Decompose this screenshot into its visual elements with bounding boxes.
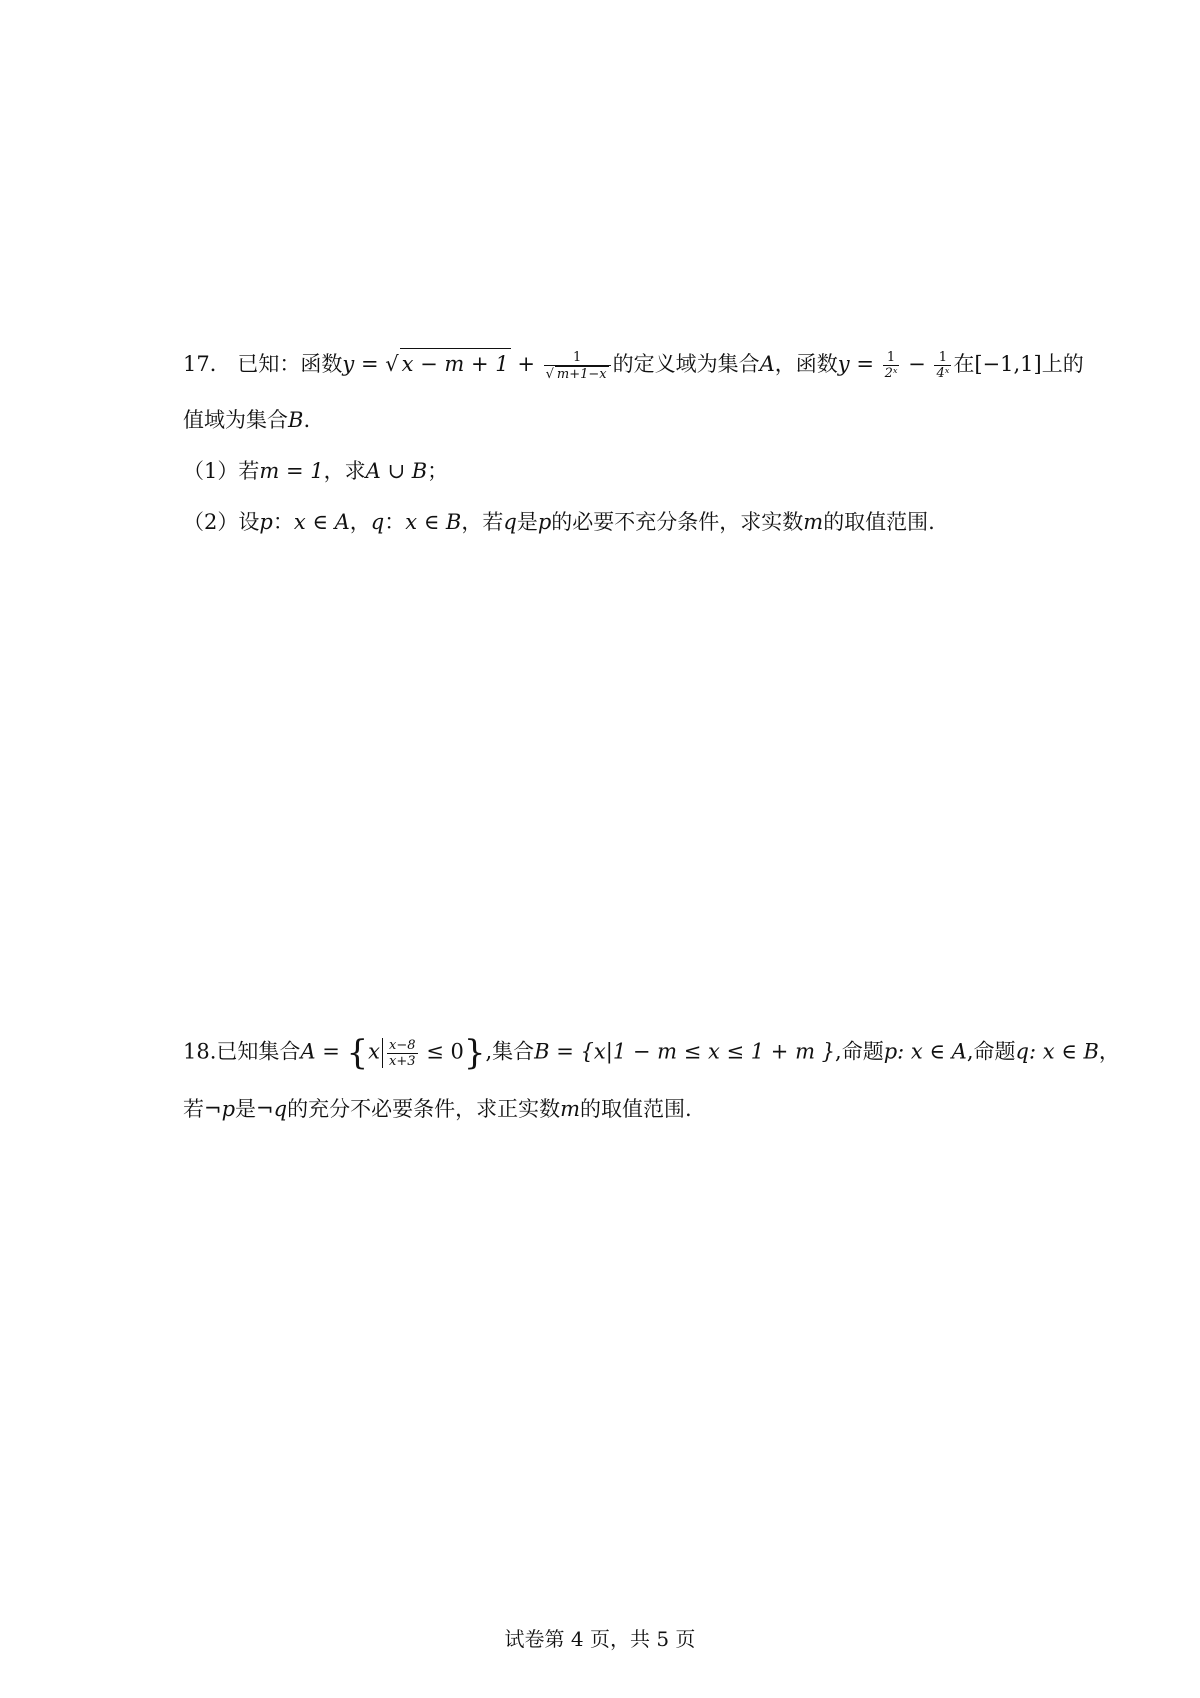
q17-line2-end: . [303, 408, 311, 432]
q17-minus: − [901, 352, 933, 376]
q18-mid1: ,集合 [485, 1039, 535, 1064]
q18-line-2 [183, 1094, 692, 1124]
q17-interval: [−1,1] [974, 352, 1042, 376]
q17-line-1 [183, 348, 1084, 382]
q17-part2-text: 的必要不充分条件，求实数 [551, 510, 804, 534]
q18-mid2: ,命题 [835, 1039, 884, 1064]
q17-part2-is: 是 [516, 510, 538, 534]
q17-frac1-den: 2ˣ [884, 366, 898, 381]
q17-fraction [544, 350, 611, 382]
q17-frac-num: 1 [544, 350, 611, 366]
q17-frac2-den: 4ˣ [936, 366, 950, 381]
q17-lead: 已知：函数 [237, 352, 343, 376]
sqrt-icon: √ [545, 366, 554, 382]
q17-part1-cond: m = 1 [259, 459, 324, 483]
q18-line2-end: 的取值范围. [580, 1097, 692, 1121]
q17-part-1 [183, 456, 448, 486]
q18-set-a-eq: A = [300, 1039, 347, 1064]
q17-part2-qexpr: x ∈ B [405, 510, 462, 534]
q17-mid-text: 的定义域为集合 [612, 352, 760, 376]
q17-line2-pre: 值域为集合 [183, 408, 288, 432]
q17-interval-pre: 在 [953, 352, 975, 376]
q18-ineq: ≤ 0 [419, 1039, 464, 1064]
q17-set-a: A [759, 352, 775, 376]
q17-part2-end: 的取值范围. [823, 510, 935, 534]
q17-frac2-num: 1 [934, 350, 951, 366]
q18-bar [382, 1038, 383, 1068]
q17-part2-m: m [803, 510, 824, 534]
q17-part1-end: ； [427, 459, 449, 483]
q17-frac1-num: 1 [883, 350, 900, 366]
q17-comma: ，函数 [774, 352, 838, 376]
q17-part2-q: q [370, 510, 385, 534]
q18-number: 18. [183, 1039, 217, 1064]
q18-end1: ， [1098, 1039, 1120, 1064]
q17-part-2 [183, 507, 935, 537]
q18-brace-open: { [346, 1033, 369, 1073]
q17-part2-mid: ，若 [461, 510, 504, 534]
q18-mid3: ,命题 [966, 1039, 1016, 1064]
q18-line2-m: m [560, 1097, 581, 1121]
q18-prop-p: p: x ∈ A [883, 1039, 967, 1064]
q17-part2-p2: p [537, 510, 552, 534]
q17-part2-q2: q [503, 510, 517, 534]
q18-lead: 已知集合 [216, 1039, 301, 1064]
q17-number: 17． [183, 352, 231, 376]
q18-line2-text: 的充分不必要条件，求正实数 [287, 1097, 561, 1121]
q17-part2-colon1: ： [272, 510, 294, 534]
page-footer: 试卷第 4 页，共 5 页 [504, 1627, 696, 1651]
q18-frac-num: x−8 [389, 1037, 416, 1053]
q18-prop-q: q: x ∈ B [1015, 1039, 1099, 1064]
q17-y-eq: y = [342, 352, 386, 376]
q18-frac-den: x+3 [389, 1053, 416, 1069]
q17-part1-label: （1）若 [183, 459, 260, 483]
q17-part1-expr: A ∪ B [365, 459, 428, 483]
q17-part2-colon2: ： [384, 510, 406, 534]
q17-set-b: B [288, 408, 304, 432]
q18-brace-close: } [463, 1033, 486, 1073]
q18-fraction [387, 1038, 418, 1069]
q17-part2-p: p [259, 510, 273, 534]
q18-set-b-def: B = {x|1 − m ≤ x ≤ 1 + m } [534, 1039, 836, 1064]
q18-not-q: ¬q [256, 1097, 288, 1121]
q17-plus: + [510, 352, 542, 376]
q17-y-eq-2: y = [837, 352, 881, 376]
q17-line-2 [183, 405, 310, 435]
q17-part2-pexpr: x ∈ A [293, 510, 350, 534]
q17-part2-sep: ， [349, 510, 371, 534]
q17-frac-2 [934, 350, 951, 381]
q17-frac-1 [883, 350, 900, 381]
sqrt-icon: √ [385, 352, 399, 376]
q17-sqrt-radicand: x − m + 1 [400, 348, 511, 379]
q17-frac-den: m+1−x [556, 366, 607, 382]
q18-line-1 [183, 1033, 1120, 1073]
q18-line2-is: 是 [235, 1097, 257, 1121]
q17-part1-mid: ，求 [323, 459, 366, 483]
q18-x: x [368, 1039, 381, 1064]
q17-tail: 上的 [1041, 352, 1084, 376]
q18-not-p: ¬p [204, 1097, 236, 1121]
q17-part2-label: （2）设 [183, 510, 260, 534]
q18-line2-pre: 若 [183, 1097, 204, 1121]
